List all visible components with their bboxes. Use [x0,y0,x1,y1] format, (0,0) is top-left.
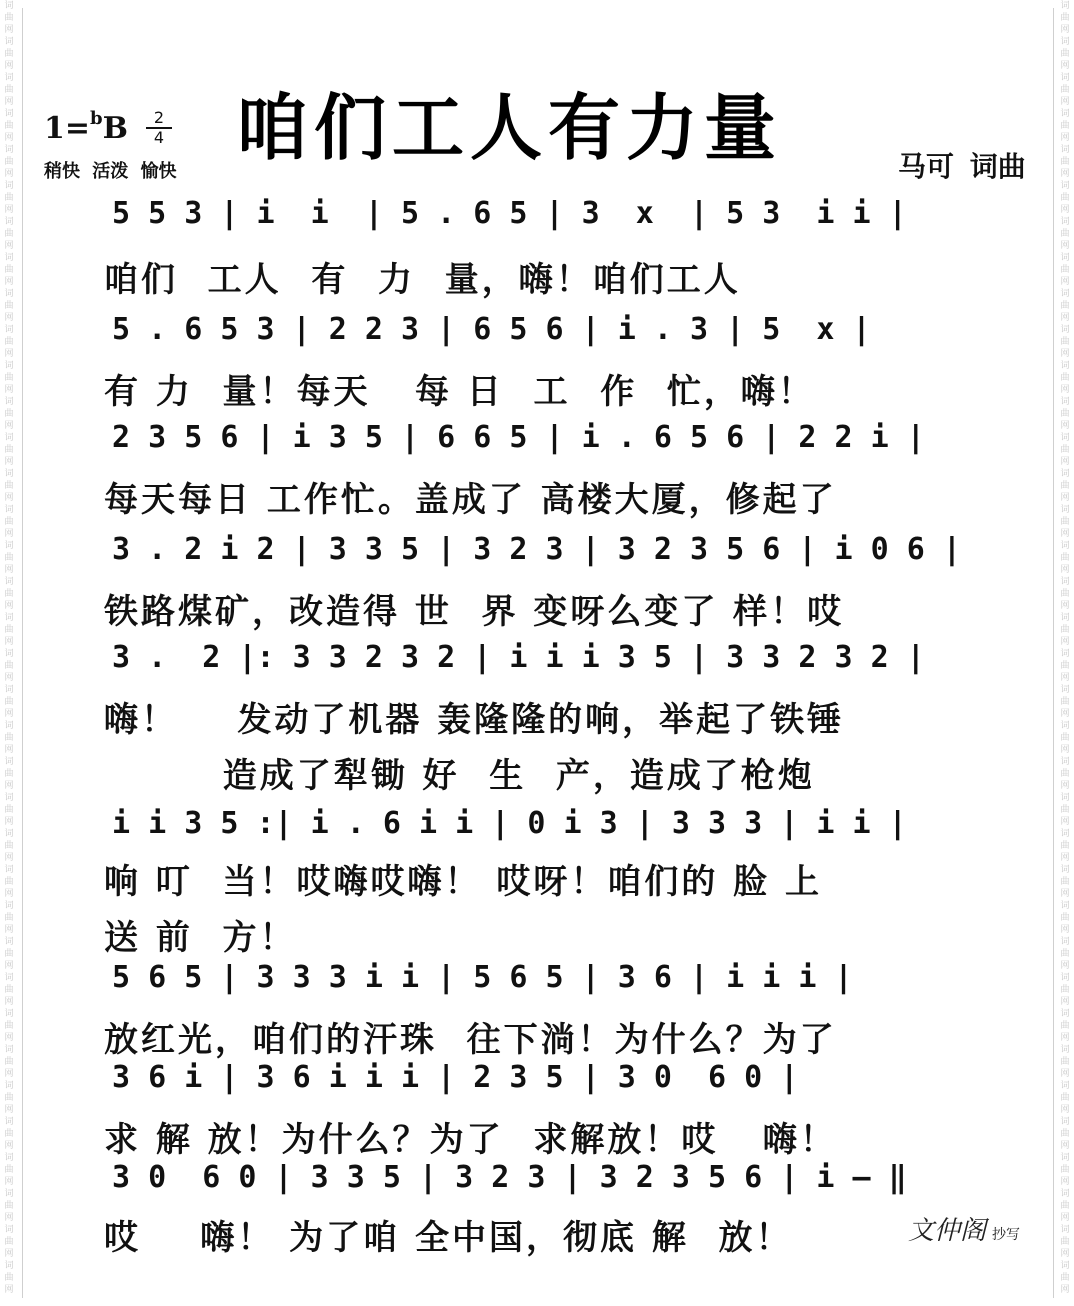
watermark-glyph: 曲 [1060,229,1070,239]
watermark-glyph: 词 [4,37,14,47]
notation-line: 3 6 i | 3 6 i i i | 2 3 5 | 3 0 6 0 | [112,1060,799,1095]
watermark-glyph: 词 [1060,1153,1070,1163]
watermark-glyph: 网 [4,1285,14,1295]
watermark-glyph: 网 [1060,205,1070,215]
watermark-glyph: 曲 [1060,985,1070,995]
watermark-glyph: 网 [1060,637,1070,647]
watermark-glyph: 网 [4,133,14,143]
watermark-strip-right [1058,0,1072,1306]
watermark-glyph: 词 [1060,973,1070,983]
watermark-glyph: 曲 [4,1093,14,1103]
notation-line: 3 . 2 |: 3 3 2 3 2 | i i i 3 5 | 3 3 2 3 2 | [112,640,925,675]
watermark-glyph: 网 [1060,853,1070,863]
watermark-glyph: 词 [1060,217,1070,227]
watermark-glyph: 曲 [4,841,14,851]
watermark-glyph: 曲 [1060,949,1070,959]
watermark-glyph: 曲 [4,1273,14,1283]
watermark-glyph: 网 [1060,673,1070,683]
watermark-glyph: 网 [4,781,14,791]
watermark-glyph: 网 [4,961,14,971]
watermark-glyph: 词 [1060,1189,1070,1199]
watermark-glyph: 词 [1060,865,1070,875]
watermark-glyph: 网 [4,61,14,71]
watermark-glyph: 网 [1060,781,1070,791]
watermark-glyph: 网 [4,1177,14,1187]
watermark-glyph: 网 [4,421,14,431]
time-top: 2 [153,108,165,127]
watermark-glyph: 曲 [4,265,14,275]
watermark-glyph: 曲 [1060,697,1070,707]
time-bottom: 4 [153,128,165,147]
watermark-glyph: 网 [4,1141,14,1151]
watermark-glyph: 词 [4,325,14,335]
watermark-glyph: 网 [1060,61,1070,71]
key-signature: 1=$^b$B [44,108,128,146]
watermark-glyph: 曲 [1060,481,1070,491]
watermark-glyph: 网 [1060,277,1070,287]
watermark-glyph: 曲 [1060,265,1070,275]
watermark-glyph: 词 [4,253,14,263]
watermark-glyph: 曲 [4,661,14,671]
watermark-glyph: 网 [1060,457,1070,467]
watermark-glyph: 曲 [1060,1273,1070,1283]
watermark-glyph: 网 [4,205,14,215]
watermark-glyph: 词 [4,1045,14,1055]
watermark-glyph: 曲 [4,949,14,959]
watermark-glyph: 词 [1060,829,1070,839]
watermark-strip-left [2,0,16,1306]
watermark-glyph: 网 [4,853,14,863]
watermark-glyph: 曲 [4,409,14,419]
watermark-glyph: 网 [1060,1249,1070,1259]
watermark-glyph: 曲 [1060,1129,1070,1139]
watermark-glyph: 网 [1060,97,1070,107]
watermark-glyph: 词 [4,973,14,983]
notation-line: 3 . 2 i 2 | 3 3 5 | 3 2 3 | 3 2 3 5 6 | i 0 6 | [112,532,961,567]
lyric-line: 放红光，咱们的汗珠 往下淌！为什么？为了 [104,1020,837,1060]
watermark-glyph: 词 [4,109,14,119]
watermark-glyph: 网 [4,277,14,287]
watermark-glyph: 曲 [4,697,14,707]
watermark-glyph: 网 [4,925,14,935]
lyric-line: 送 前 方！ [104,918,297,958]
watermark-glyph: 词 [1060,1081,1070,1091]
watermark-glyph: 词 [4,1225,14,1235]
watermark-glyph: 网 [4,241,14,251]
watermark-glyph: 词 [4,73,14,83]
watermark-glyph: 词 [4,793,14,803]
watermark-glyph: 网 [1060,997,1070,1007]
watermark-glyph: 词 [1060,1009,1070,1019]
watermark-glyph: 曲 [1060,769,1070,779]
lyric-line: 铁路煤矿，改造得 世 界 变呀么变了 样！哎 [104,592,845,632]
watermark-glyph: 曲 [4,625,14,635]
watermark-glyph: 词 [4,865,14,875]
watermark-glyph: 曲 [1060,733,1070,743]
watermark-glyph: 词 [1060,253,1070,263]
watermark-glyph: 曲 [4,1057,14,1067]
watermark-glyph: 词 [1060,1045,1070,1055]
watermark-glyph: 曲 [1060,1093,1070,1103]
notation-line: 2 3 5 6 | i 3 5 | 6 6 5 | i . 6 5 6 | 2 2 i | [112,420,925,455]
watermark-glyph: 曲 [1060,301,1070,311]
watermark-glyph: 词 [4,649,14,659]
watermark-glyph: 网 [1060,25,1070,35]
watermark-glyph: 曲 [1060,409,1070,419]
watermark-glyph: 词 [1060,469,1070,479]
watermark-glyph: 词 [4,505,14,515]
watermark-glyph: 曲 [1060,625,1070,635]
watermark-glyph: 曲 [1060,337,1070,347]
watermark-glyph: 曲 [1060,1165,1070,1175]
watermark-glyph: 网 [4,709,14,719]
watermark-glyph: 网 [4,313,14,323]
watermark-glyph: 网 [1060,1285,1070,1295]
notation-line: 5 5 3 | i i | 5 . 6 5 | 3 x | 5 3 i i | [112,196,907,231]
watermark-glyph: 曲 [1060,373,1070,383]
watermark-glyph: 曲 [4,445,14,455]
watermark-glyph: 曲 [4,49,14,59]
watermark-glyph: 词 [4,361,14,371]
notation-line: 5 6 5 | 3 3 3 i i | 5 6 5 | 3 6 | i i i | [112,960,853,995]
watermark-glyph: 网 [4,169,14,179]
watermark-glyph: 曲 [1060,1201,1070,1211]
watermark-glyph: 曲 [1060,589,1070,599]
watermark-glyph: 曲 [4,1165,14,1175]
copyist-signature: 文仲阁 抄写 [908,1216,1021,1246]
watermark-glyph: 词 [4,937,14,947]
watermark-glyph: 网 [1060,1141,1070,1151]
watermark-glyph: 词 [4,829,14,839]
watermark-glyph: 词 [1060,541,1070,551]
watermark-glyph: 词 [4,1261,14,1271]
watermark-glyph: 曲 [4,877,14,887]
watermark-glyph: 网 [1060,1213,1070,1223]
watermark-glyph: 网 [4,385,14,395]
watermark-glyph: 网 [4,1105,14,1115]
watermark-glyph: 词 [4,433,14,443]
watermark-glyph: 曲 [1060,1021,1070,1031]
watermark-glyph: 网 [4,1213,14,1223]
author-credit: 马可 词曲 [898,150,1026,183]
watermark-glyph: 曲 [1060,1237,1070,1247]
watermark-glyph: 网 [1060,745,1070,755]
watermark-glyph: 网 [1060,1177,1070,1187]
watermark-glyph: 曲 [4,121,14,131]
watermark-glyph: 曲 [1060,193,1070,203]
watermark-glyph: 曲 [1060,121,1070,131]
watermark-glyph: 曲 [4,733,14,743]
watermark-glyph: 词 [4,145,14,155]
watermark-glyph: 词 [4,397,14,407]
watermark-glyph: 网 [1060,493,1070,503]
lyric-line: 响 叮 当！哎嗨哎嗨！ 哎呀！咱们的 脸 上 [104,862,823,902]
watermark-glyph: 网 [4,889,14,899]
watermark-glyph: 曲 [4,1201,14,1211]
watermark-glyph: 词 [1060,685,1070,695]
watermark-glyph: 网 [4,565,14,575]
watermark-glyph: 曲 [4,193,14,203]
watermark-glyph: 网 [4,637,14,647]
watermark-glyph: 曲 [4,301,14,311]
time-signature [146,110,172,146]
watermark-glyph: 曲 [4,769,14,779]
watermark-glyph: 曲 [4,13,14,23]
watermark-glyph: 词 [1060,397,1070,407]
watermark-glyph: 曲 [1060,841,1070,851]
watermark-glyph: 词 [1060,649,1070,659]
watermark-glyph: 曲 [1060,13,1070,23]
watermark-glyph: 词 [1060,145,1070,155]
lyric-line: 每天每日 工作忙。盖成了 高楼大厦，修起了 [104,480,837,520]
watermark-glyph: 曲 [4,517,14,527]
watermark-glyph: 曲 [1060,661,1070,671]
watermark-glyph: 网 [4,457,14,467]
watermark-glyph: 曲 [4,85,14,95]
watermark-glyph: 曲 [1060,1057,1070,1067]
watermark-glyph: 网 [1060,313,1070,323]
watermark-glyph: 词 [1060,325,1070,335]
watermark-glyph: 曲 [4,805,14,815]
watermark-glyph: 网 [1060,1105,1070,1115]
watermark-glyph: 曲 [1060,517,1070,527]
watermark-glyph: 曲 [4,481,14,491]
lyric-line: 咱们 工人 有 力 量，嗨！咱们工人 [104,260,741,300]
watermark-glyph: 词 [4,613,14,623]
watermark-glyph: 词 [1060,73,1070,83]
watermark-glyph: 词 [1060,109,1070,119]
watermark-glyph: 网 [4,1069,14,1079]
tempo-marking: 稍快 活泼 愉快 [44,161,177,182]
watermark-glyph: 词 [4,217,14,227]
watermark-glyph: 网 [1060,1033,1070,1043]
watermark-glyph: 词 [1060,613,1070,623]
watermark-glyph: 词 [1060,793,1070,803]
watermark-glyph: 网 [1060,385,1070,395]
watermark-glyph: 网 [4,25,14,35]
watermark-glyph: 曲 [4,337,14,347]
watermark-glyph: 词 [4,1081,14,1091]
watermark-glyph: 网 [1060,709,1070,719]
watermark-glyph: 曲 [1060,157,1070,167]
watermark-glyph: 曲 [4,373,14,383]
watermark-glyph: 网 [1060,169,1070,179]
watermark-glyph: 网 [4,529,14,539]
watermark-glyph: 曲 [4,1129,14,1139]
notation-line: 5 . 6 5 3 | 2 2 3 | 6 5 6 | i . 3 | 5 x | [112,312,871,347]
watermark-glyph: 词 [1060,901,1070,911]
watermark-glyph: 曲 [4,229,14,239]
watermark-glyph: 曲 [1060,49,1070,59]
watermark-glyph: 词 [1060,1225,1070,1235]
watermark-glyph: 词 [4,1009,14,1019]
watermark-glyph: 词 [4,469,14,479]
watermark-glyph: 曲 [4,1237,14,1247]
watermark-glyph: 词 [4,1,14,11]
watermark-glyph: 网 [1060,241,1070,251]
watermark-glyph: 词 [1060,361,1070,371]
watermark-glyph: 词 [4,1153,14,1163]
lyric-line: 哎 嗨！ 为了咱 全中国，彻底 解 放！ [104,1218,793,1258]
notation-line: i i 3 5 :| i . 6 i i | 0 i 3 | 3 3 3 | i i | [112,806,907,841]
watermark-glyph: 网 [1060,349,1070,359]
watermark-glyph: 曲 [4,157,14,167]
watermark-glyph: 词 [4,721,14,731]
watermark-glyph: 曲 [4,913,14,923]
lyric-line: 嗨！ 发动了机器 轰隆隆的响，举起了铁锤 [104,700,845,740]
watermark-glyph: 词 [4,289,14,299]
watermark-glyph: 网 [1060,889,1070,899]
watermark-glyph: 网 [4,997,14,1007]
watermark-glyph: 网 [4,673,14,683]
watermark-glyph: 曲 [1060,877,1070,887]
watermark-glyph: 词 [1060,505,1070,515]
watermark-glyph: 词 [1060,289,1070,299]
watermark-glyph: 网 [1060,925,1070,935]
watermark-glyph: 词 [4,685,14,695]
watermark-glyph: 词 [4,181,14,191]
watermark-glyph: 网 [1060,601,1070,611]
watermark-glyph: 词 [1060,937,1070,947]
lyric-line: 有 力 量！每天 每 日 工 作 忙，嗨！ [104,372,815,412]
watermark-glyph: 网 [1060,529,1070,539]
watermark-glyph: 网 [4,349,14,359]
watermark-glyph: 网 [4,601,14,611]
watermark-glyph: 词 [1060,577,1070,587]
watermark-glyph: 网 [1060,817,1070,827]
watermark-glyph: 网 [1060,1069,1070,1079]
watermark-glyph: 曲 [1060,805,1070,815]
notation-line: 3 0 6 0 | 3 3 5 | 3 2 3 | 3 2 3 5 6 | i — ‖ [112,1160,907,1195]
watermark-glyph: 词 [4,577,14,587]
watermark-glyph: 词 [1060,1261,1070,1271]
watermark-glyph: 曲 [4,553,14,563]
watermark-glyph: 网 [4,97,14,107]
watermark-glyph: 词 [1060,721,1070,731]
watermark-glyph: 曲 [1060,445,1070,455]
watermark-glyph: 词 [4,1117,14,1127]
watermark-glyph: 词 [4,901,14,911]
watermark-glyph: 词 [4,1189,14,1199]
watermark-glyph: 网 [4,745,14,755]
watermark-glyph: 词 [4,541,14,551]
watermark-glyph: 曲 [1060,553,1070,563]
lyric-line: 求 解 放！为什么？为了 求解放！哎 嗨！ [104,1120,837,1160]
watermark-glyph: 词 [1060,757,1070,767]
watermark-glyph: 网 [1060,133,1070,143]
watermark-glyph: 曲 [4,1021,14,1031]
watermark-glyph: 网 [4,1249,14,1259]
watermark-glyph: 曲 [1060,85,1070,95]
watermark-glyph: 曲 [4,985,14,995]
watermark-glyph: 网 [1060,961,1070,971]
watermark-glyph: 词 [4,757,14,767]
watermark-glyph: 曲 [1060,913,1070,923]
watermark-glyph: 曲 [4,589,14,599]
lyric-line: 造成了犁锄 好 生 产，造成了枪炮 [104,756,815,796]
watermark-glyph: 网 [1060,421,1070,431]
watermark-glyph: 词 [1060,37,1070,47]
watermark-glyph: 词 [1060,433,1070,443]
watermark-glyph: 网 [1060,565,1070,575]
watermark-glyph: 网 [4,1033,14,1043]
song-title: 咱们工人有力量 [236,86,783,170]
watermark-glyph: 网 [4,493,14,503]
watermark-glyph: 词 [1060,1117,1070,1127]
watermark-glyph: 词 [1060,1,1070,11]
watermark-glyph: 词 [1060,181,1070,191]
watermark-glyph: 网 [4,817,14,827]
